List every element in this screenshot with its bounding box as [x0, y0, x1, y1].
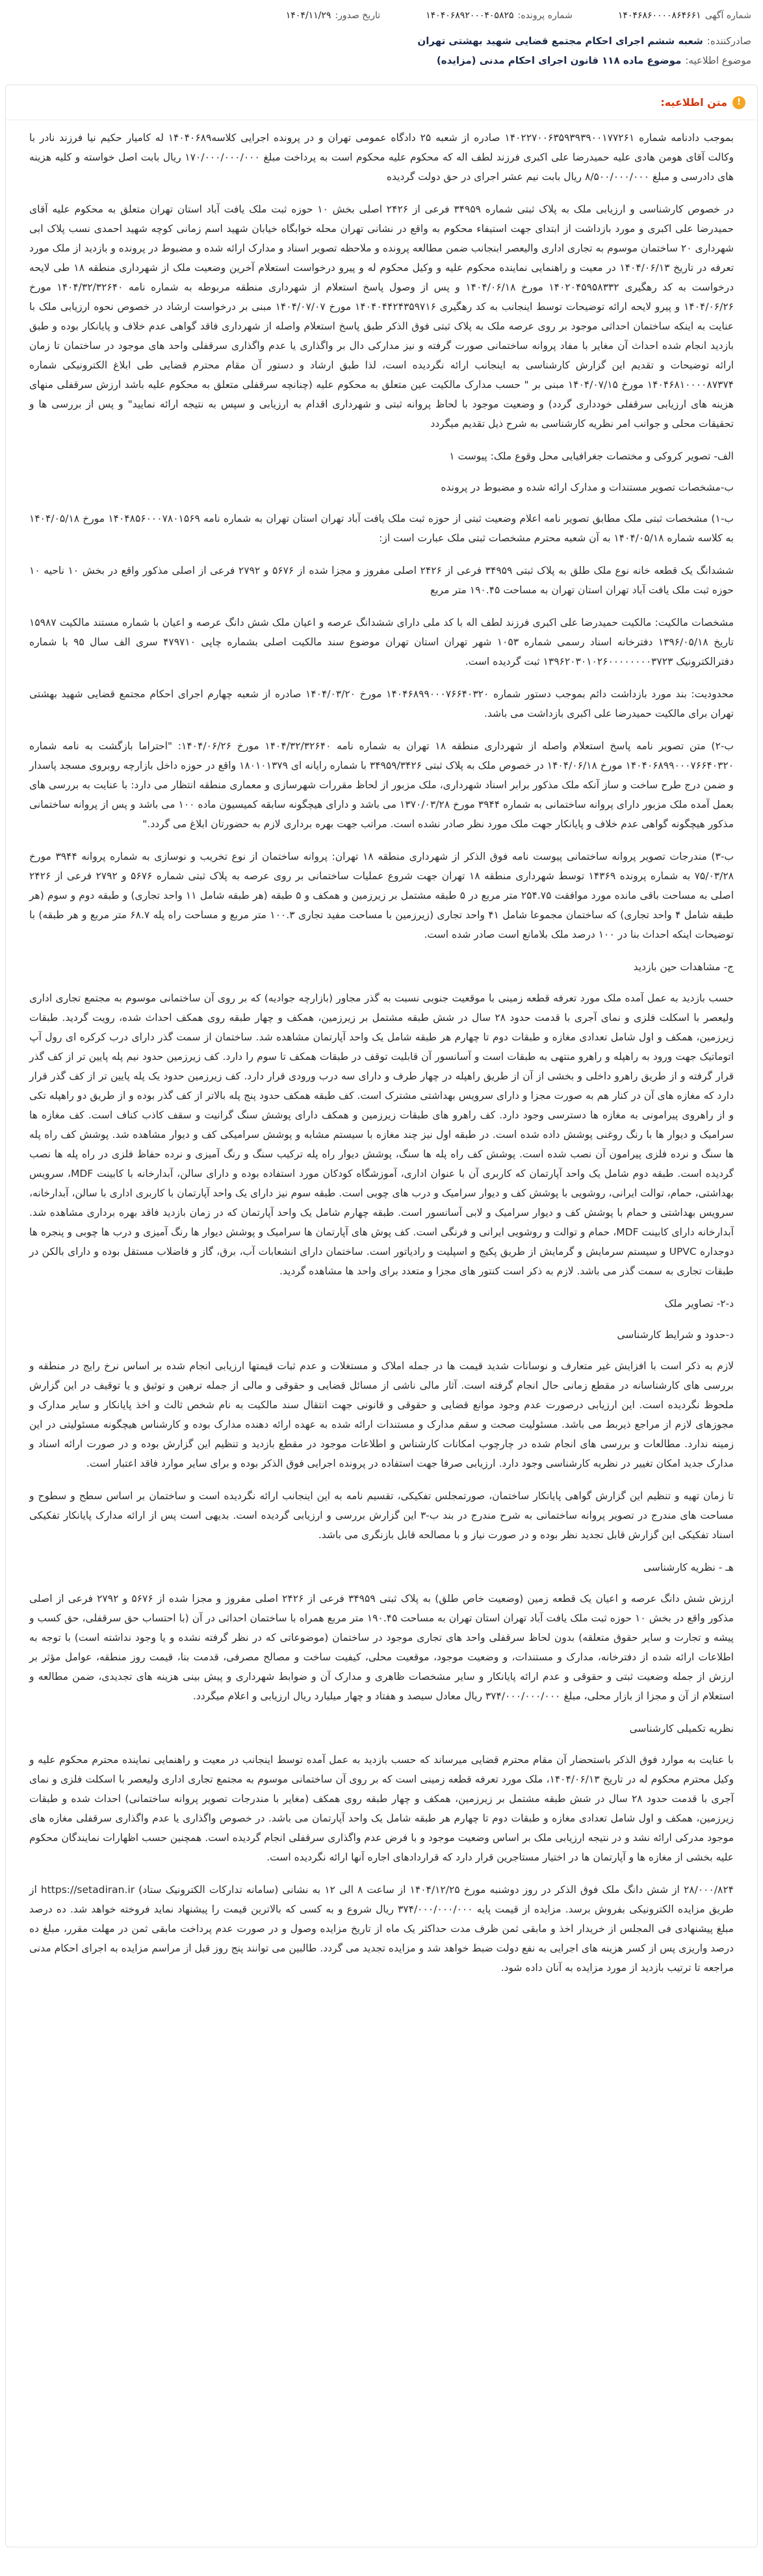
paragraph-b6: ب-۳) مندرجات تصویر پروانه ساختمانی پیوست نامه فوق الذکر از شهرداری منطقه ۱۸ تهران: پروانه ساختمان از نوع تخریب و نوسازی به شماره پروانه ۳۹۴۴ مورخ ۷۵/۰۳/۲۸ به شماره پرونده ۱۴۳۶۹ توسط شهرداری منطقه ۱۸ تهران جهت شروع عملیات ساختمانی بر روی عرصه به پلاک ثبتی شماره ۵۶۷۶ و ۲۷۹۲ فرعی از ۲۴۲۶ اصلی به مساحت باقی مانده مورد موافقت ۲۵۴.۷۵ متر مربع در ۵ طبقه مشتمل بر زیرزمین و همکف و ۵ طبقه (هر طبقه شامل ۱۱ واحد تجاری) و طبقه دوم و سوم (هر طبقه شامل ۴ واحد تجاری) که ساختمان مجموعا شامل ۴۱ واحد تجاری (زیرزمین با مساحت مفید تجاری ۱۰۰.۳ متر مربع و مساحت راه پله ۶۸.۷ متر مربع و هر طبقه) با توضیحات اینکه احداث بنا در ۱۰۰ درصد ملک بلامانع است صادر شده است.	[29, 851, 734, 940]
section-j-heading: ج- مشاهدات حین بازدید	[633, 961, 734, 973]
card-title: متن اطلاعیه:	[660, 96, 727, 109]
paragraph-intro: در خصوص کارشناسی و ارزیابی ملک به پلاک ثبتی شماره ۳۴۹۵۹ فرعی از ۲۴۲۶ اصلی بخش ۱۰ حوزه ثبت ملک یافت آباد استان تهران متعلق به محکوم علیه آقای حمیدرضا علی اکبری و مورد بازداشت از ابتدای جهت استیفاء محکوم به واقع در نشانی تهران محله خوابگاه خیابان شهید اسم زمانی کوچه شهید احمدی نسب پلاک ابی شهرداری ۲۰ ساختمان موسوم به تجاری اداری والیعصر ابنجانب ضمن مطالعه پرونده و ملاحظه تصویر اسناد و مدارک ارائه شده و مضبوط در پرونده و بازدید از ملک مورد تعرفه در تاریخ ۱۴۰۴/۰۶/۱۳ در معیت و راهنمایی نماینده محکوم علیه و وکیل محکوم له و پیرو درخواست استعلام آخرین وضعیت ملک از شهرداری منطقه ۱۸ طی لایحه درخواست به کد رهگیری ۱۴۰۲۰۴۵۹۵۸۳۳۲ مورخ ۱۴۰۴/۰۶/۱۸ و پس از وصول پاسخ استعلام از شهرداری منطقه مربوطه به شماره نامه ۱۴۰۴/۳۲/۳۲۶۴۰ مورخ ۱۴۰۴/۰۶/۲۶ و پیرو لایحه ارائه توضیحات توسط اینجانب به کد رهگیری ۱۴۰۴۰۴۴۲۴۳۵۹۷۱۶ مورخ ۱۴۰۴/۰۷/۰۷ مبنی بر درخواست ارشاد در خصوص نحوه ارزیابی ملک با عنایت به اینکه ساختمان احداثی موجود بر روی عرصه ملک به پلاک ثبتی فوق الذکر طبق پاسخ استعلام واصله از شهرداری فاقد گواهی عدم خلاف و پایانکار بوده و طبق بازدید انجام شده احداث آن مغایر با مفاد پروانه ساختمانی صورت گرفته و نیز مدارکی دال بر واگذاری یا عدم واگذاری سرقفلی واحد های موجود در ساختمان تا زمان ارائه توضیحات و تقدیم این گزارش کارشناسی به اینجانب ارائه نگردیده است، لذا طبق ارشاد و دستور آن مقام محترم قضایی طی ابلاغ الکترونیکی شماره ۱۴۰۴۶۸۱۰۰۰۰۸۷۳۷۴ مورخ ۱۴۰۴/۰۷/۱۵ مبنی بر " حسب مدارک مالکیت عین متعلق به محکوم علیه (چنانچه سرقفلی متعلق به محکوم علیه باشد ارزش سرقفلی منهای هزینه های ارزیابی سرقفلی خودداری گردد) و وضعیت موجود با لحاظ پروانه ثبتی و شهرداری اقدام به ارزیابی و سپس به نتیجه ارائه نمایید" و پس از بررسی ها و تحقیقات محلی و جوانب امر نظریه کارشناسی به شرح ذیل تقدیم میگردد	[29, 203, 734, 430]
issuer-row	[0, 31, 763, 51]
issuer-value: شعبه ششم اجرای احکام مجتمع قضایی شهید بهشتی تهران	[417, 35, 703, 47]
paragraph-h1: ارزش شش دانگ عرصه و اعیان یک قطعه زمین (وضعیت خاص طلق) به پلاک ثبتی ۳۴۹۵۹ فرعی از ۲۴۲۶ اصلی مفروز و مجزا شده از ۵۶۷۶ و ۲۷۹۲ فرعی از اصلی مذکور واقع در بخش ۱۰ حوزه ثبت ملک یافت آباد تهران استان تهران به مساحت ۱۹۰.۴۵ متر مربع همراه با ساختمان احداثی در آن (با احتساب حق سرقفلی، حق کسب و پیشه و تجارت و سایر حقوق متعلقه) بدون لحاظ سرقفلی واحد های تجاری موجود در ساختمان (موضوعاتی که در نظر گرفته نشده و یا وجود نداشته است) با توجه به اطلاعات ارائه شده از دفترخانه، مدارک و مستندات، و وضعیت موجود، موقعیت محلی، کیفیت ساخت و مصالح مصرفی، قدمت بنا، قیمت روز منطقه، عوامل مؤثر بر ارزش از جمله وضعیت ثبتی و حقوقی و عدم ارائه پایانکار و سایر مشخصات ظاهری و مدارک آن و ضوابط شهرداری و پیش بینی هزینه های تجدیدی، ضمن مطالعه و استعلام از آن و مجزا از بازار محلی، مبلغ ۳۷۴/۰۰۰/۰۰۰/۰۰۰ ریال معادل سیصد و هفتاد و چهار میلیارد ریال ارزیابی و اعلام میگردد.	[29, 1593, 734, 1702]
issue-date-label: تاریخ صدور:	[335, 10, 381, 21]
case-number-field	[426, 10, 573, 21]
warning-icon: !	[732, 96, 745, 109]
subject-row	[0, 51, 763, 70]
notice-number-label: شماره آگهی	[705, 10, 751, 21]
paragraph-auction: ۲۸/۰۰۰/۸۲۴ از شش دانگ ملک فوق الذکر در روز دوشنبه مورخ ۱۴۰۴/۱۲/۲۵ از ساعت ۸ الی ۱۲ به نشانی (سامانه تدارکات الکترونیک ستاد) https://setadiran.ir از طریق مزایده الکترونیکی بفروش برسد. مزایده از قیمت پایه ۳۷۴/۰۰۰/۰۰۰/۰۰۰ ریال شروع و به کسی که بالاترین قیمت را پیشنهاد نماید فروخته خواهد شد. ده درصد مبلغ پیشنهادی فی المجلس از خریدار اخذ و مابقی ثمن ظرف مدت حداکثر یک ماه از تاریخ مزایده وصول و در صورت عدم پرداخت مابقی ثمن در مهلت مقرر، مبلغ ده درصد واریزی پس از کسر هزینه های اجرایی به نفع دولت ضبط خواهد شد و مزایده تجدید می گردد. طالبین می توانند پنج روز قبل از مراسم مزایده به اجرای احکام مدنی مراجعه تا ترتیب بازدید از مورد مزایده به آنان داده شود.	[29, 1884, 734, 1974]
section-b-heading: ب-مشخصات تصویر مستندات و مدارک ارائه شده و مضبوط در پرونده	[441, 482, 734, 493]
notice-number-field	[618, 10, 751, 21]
case-number-label: شماره پرونده:	[517, 10, 573, 21]
case-number: ۱۴۰۴۰۶۸۹۲۰۰۰۴۰۵۸۲۵	[426, 10, 514, 21]
paragraph-b1: ب-۱) مشخصات ثبتی ملک مطابق تصویر نامه اعلام وضعیت ثبتی از حوزه ثبت ملک یافت آباد تهران استان تهران به شماره نامه ۱۴۰۴۸۵۶۰۰۰۷۸۰۱۵۶۹ مورخ ۱۴۰۴/۰۵/۱۸ به کلاسه شماره ۱۴۰۴/۰۵/۱۸ به آن شعبه محترم مشخصات ثبتی ملک عبارت است از:	[29, 513, 734, 544]
notice-card	[5, 84, 758, 2547]
paragraph-b2: ششدانگ یک قطعه خانه نوع ملک طلق به پلاک ثبتی ۳۴۹۵۹ فرعی از ۲۴۲۶ اصلی مفروز و مجزا شده از ۵۶۷۶ و ۲۷۹۲ فرعی از اصلی مذکور واقع در بخش ۱۰ ناحیه ۱۰ حوزه ثبت ملک یافت آباد تهران استان تهران به مساحت ۱۹۰.۴۵ متر مربع	[29, 565, 734, 596]
issue-date: ۱۴۰۴/۱۱/۲۹	[285, 10, 331, 21]
subject-value: موضوع ماده ۱۱۸ قانون اجرای احکام مدنی (مزایده)	[436, 55, 682, 66]
card-header	[6, 85, 757, 120]
subject-label: موضوع اطلاعیه:	[685, 55, 751, 66]
notice-body	[6, 120, 757, 2003]
paragraph-d1: لازم به ذکر است با افزایش غیر متعارف و نوسانات شدید قیمت ها در جمله املاک و مستغلات و عدم ثبات قیمتها ارزیابی انجام شده بر اساس نرخ رایج در منطقه و بررسی های کارشناسانه در مقطع زمانی حال انجام گرفته است. آثار مالی ناشی از مسائل قضایی و حقوقی و مالی از جمله ترهین و توثیق و یا توقیف در این گزارش ملحوظ نگردیده است. این ارزیابی درصورت عدم وجود موانع قضایی و حقوقی و قانونی جهت انتقال سند مالکیت به نام شخص ثالث و اخذ پایانکار و سایر مدارک و مجوزهای لازم از مراجع ذیربط می باشد. مسئولیت صحت و سقم مدارک و مستندات ارائه شده به عهده ارائه دهنده مدارک بوده و کارشناس هیچگونه مسئولیتی در این زمینه ندارد. مطالعات و بررسی های انجام شده در چارچوب امکانات کارشناس و اطلاعات موجود در مقطع بازدید و تنظیم این گزارش بوده و در صورت ارائه اسناد و مدارک جدید امکان تغییر در نظریه کارشناسی وجود دارد. ارزیابی صرفا جهت استفاده در پرونده اجرایی فوق الذکر بوده و برای سایر موارد فاقد اعتبار است.	[29, 1360, 734, 1469]
issue-date-field	[286, 10, 380, 21]
paragraph-b4: محدودیت: بند مورد بازداشت دائم بموجب دستور شماره ۱۴۰۴۶۸۹۹۰۰۰۷۶۶۴۰۳۲۰ مورخ ۱۴۰۴/۰۳/۲۰ صادره از شعبه چهارم اجرای احکام مجتمع قضایی شهید بهشتی تهران برای مالکیت حمیدرضا علی اکبری بازداشت می باشد.	[29, 688, 734, 719]
paragraph-j1: حسب بازدید به عمل آمده ملک مورد تعرفه قطعه زمینی با موقعیت جنوبی نسبت به گذر مجاور (بازارچه جوادیه) که بر روی آن ساختمانی موسوم به مجتمع تجاری اداری ولیعصر با اسکلت فلزی و نمای آجری با قدمت حدود ۲۸ سال در شش طبقه مشتمل بر زیرزمین، همکف و چهار طبقه روی همکف احداث شده، رویت گردید. طبقات زیرزمین، همکف و اول شامل تعدادی مغازه و طبقات دوم تا چهارم هر طبقه شامل یک واحد آپارتمان مشاهده شد. ساختمان از سمت گذر دارای درب کرکره ای رول آپ اتوماتیک جهت ورود به راهپله و راهرو منتهی به طبقات است و آسانسور آن قابلیت توقف در طبقات همکف تا سوم را دارد. کف زیرزمین حدود نیم پله پایین تر از کف گذر قرار گرفته و از طریق راهرو داخلی و بخشی از آن از طریق راهپله در چهار طرف و دارای سه درب ورودی قرار دارد. کف زیرزمین حدود یک پله پایین تر از کف گذر قرار دارد که مغازه های آن در کنار هم به صورت مجزا و دارای سرویس بهداشتی مشترک است. کف طبقه همکف حدود پنج پله بالاتر از کف گذر بوده و از طریق دو راهپله تکی و از راهروی پیرامونی به مغازه ها دسترسی وجود دارد. کف راهرو های طبقات زیرزمین و همکف دارای پوشش سنگ گرانیت و سقف کاذب کناف است. کف مغازه ها سرامیک و دیوار ها با رنگ روغنی پوشش داده شده است. در طبقه اول نیز چند مغازه با سیستم مشابه و پوشش سرامیکی کف و دیوار مشاهده شد. پوشش کف راه پله ها سنگ و نرده فلزی پیرامون آن نصب شده است. پوشش کف راه پله ها سنگ، پوشش دیوار راه پله ترکیب سنگ و رنگ آمیزی و نرده حفاظ فلزی در راه پله ها نصب گردیده است. طبقه دوم شامل یک واحد آپارتمان که کاربری آن با عنوان اداری، آموزشگاه کودکان مورد استفاده بوده و دارای سالن، آبدارخانه با کابینت MDF، سرویس بهداشتی، حمام، توالت ایرانی، روشویی با پوشش کف و دیوار سرامیک و درب های چوبی است. طبقه سوم نیز دارای یک واحد آپارتمان با کاربری اداری با سالن، آبدارخانه، سرویس بهداشتی و حمام با پوشش کف و دیوار سرامیک و لابی آسانسور است. طبقه چهارم شامل یک واحد آپارتمان که در زمان بازدید فاقد بهره برداری مشاهده شد. آبدارخانه دارای کابینت MDF، حمام و توالت و روشویی ایرانی و فرنگی است. کف پوش های آپارتمان ها سرامیک و پوشش دیوار ها رنگ آمیزی و درب ها چوبی و پنجره ها دوجداره UPVC و سیستم سرمایش و گرمایش از طریق پکیج و اسپلیت و رادیاتور است. ساختمان دارای انشعابات آب، برق، گاز و فاضلاب مستقل بوده و دارای بالکن در طبقات تجاری به سمت گذر می باشد. لازم به ذکر است کنتور های مجزا و متعدد برای واحد ها مشاهده گردید.	[29, 992, 734, 1277]
section-n-heading: نظریه تکمیلی کارشناسی	[629, 1723, 734, 1734]
section-d2-heading: د-۲- تصاویر ملک	[664, 1298, 734, 1309]
section-d-heading: د-حدود و شرایط کارشناسی	[617, 1329, 734, 1341]
paragraph-judgment: بموجب دادنامه شماره ۱۴۰۲۲۷۰۰۶۳۵۹۳۹۳۹۰۰۱۷۷۲۶۱ صادره از شعبه ۲۵ دادگاه عمومی تهران و در پرونده اجرایی کلاسه۱۴۰۴۰۶۸۹ له کامیار حکیم نیا فرزند نادر با وکالت آقای هومن هادی علیه حمیدرضا علی اکبری فرزند لطف اله که محکوم علیه محکوم است به پرداخت مبلغ ۱۷۰/۰۰۰/۰۰۰/۰۰۰ ریال بابت اصل خواسته و کلیه هزینه های دادرسی و مبلغ ۸/۵۰۰/۰۰۰/۰۰۰ ریال بابت نیم عشر اجرای در حق دولت گردیده	[29, 132, 734, 183]
paragraph-b3: مشخصات مالکیت: مالکیت حمیدرضا علی اکبری فرزند لطف اله با کد ملی دارای ششدانگ عرصه و اعیان ملک شش دانگ عرصه و اعیان با شماره مستند مالکیت ۱۵۹۸۷ تاریخ ۱۳۹۶/۰۵/۱۸ دفترخانه اسناد رسمی شماره ۱۰۵۳ شهر تهران استان تهران موضوع سند مالکیت اصلی بشماره چاپی ۴۷۹۷۱۰ سری الف سال ۹۵ با شماره دفترالکترونیک ۱۳۹۶۲۰۳۰۱۰۲۶۰۰۰۰۰۰۰۰۳۷۲۳ ثبت گردیده است.	[29, 617, 734, 667]
meta-bar	[0, 0, 763, 31]
paragraph-b5: ب-۲) متن تصویر نامه پاسخ استعلام واصله از شهرداری منطقه ۱۸ تهران به شماره نامه ۱۴۰۴/۳۲/۳۲۶۴۰ مورخ ۱۴۰۴/۰۶/۲۶: "احتراما بازگشت به نامه شماره ۱۴۰۴۰۶۸۹۹۰۰۰۷۶۶۴۰۳۲۰ مورخ ۱۴۰۴/۰۶/۱۸ در خصوص ملک به پلاک ثبتی ۳۴۹۵۹/۳۴۲۶ با شماره رایانه ای ۱۸۰۱۰۱۳۷۹ واقع در حوزه داخل بازارچه روبروی مسجد پاسدار و ضمن درج طرح ساخت و ساز آنکه ملک مذکور برابر اسناد شهرداری، ملک مزبور از لحاظ مقررات شهرسازی و معماری منطقه انتظار می دارد: با عنایت به بررسی های بعمل آمده ملک مزبور دارای پروانه ساختمانی به شماره ۳۹۴۴ مورخ ۱۳۷۰/۰۳/۲۸ می باشد و دارای هیچگونه سابقه کمیسیون ماده ۱۰۰ می باشد و پس از پروانه ساختمانی مذکور هیچگونه گواهی عدم خلاف و پایانکار جهت ملک مورد نظر صادر نشده است. مراتب جهت بهره برداری لازم به حضورتان ابلاغ می گردد."	[29, 740, 734, 830]
notice-number: ۱۴۰۴۶۸۶۰۰۰۰۸۶۴۶۶۱	[617, 10, 701, 21]
issuer-label: صادرکننده:	[706, 35, 751, 47]
section-h-heading: هـ - نظریه کارشناسی	[643, 1562, 734, 1573]
paragraph-d2: تا زمان تهیه و تنظیم این گزارش گواهی پایانکار ساختمان، صورتمجلس تفکیکی، تقسیم نامه به این اینجانب ارائه نگردیده است و ساختمان بر اساس سطح و سطوح و مساحت های مندرج در تصویر پروانه ساختمانی به شرح مندرج در بند ب-۳ این گزارش بررسی و ارزیابی گردیده است. بدیهی است پس از ارائه مدارک پایانکار تفکیکی اسناد تفکیکی این گزارش قابل تجدید نظر بوده و در صورت نیاز و با مصالحه قابل بازنگری می باشد.	[29, 1490, 734, 1541]
paragraph-n1: با عنایت به موارد فوق الذکر باستحضار آن مقام محترم قضایی میرساند که حسب بازدید به عمل آمده توسط اینجانب در معیت و راهنمایی نماینده محترم محکوم علیه و وکیل محترم محکوم له در تاریخ ۱۴۰۴/۰۶/۱۳، ملک مورد تعرفه قطعه زمینی است که بر روی آن ساختمانی موسوم به مجتمع تجاری اداری ولیعصر با اسکلت فلزی و نمای آجری با قدمت حدود ۲۸ سال در شش طبقه مشتمل بر زیرزمین، همکف و چهار طبقه روی همکف (مغایر با مندرجات تصویر پروانه ساختمانی) احداث شده و طبقات زیرزمین، همکف و اول شامل تعدادی مغازه و طبقات دوم تا چهارم هر طبقه شامل یک واحد آپارتمان می باشد. در خصوص واگذاری یا عدم واگذاری سرقفلی مغازه های موجود مدرکی ارائه نشد و در نتیجه ارزیابی ملک بر اساس وضعیت موجود و با فرض عدم واگذاری سرقفلی انجام گردیده است. همچنین حسب اظهارات نمایندگان محکوم علیه بخشی از مغازه ها و آپارتمان ها در اختیار مستاجرین قرار دارد که قراردادهای اجاره آنها ارائه نگردیده است.	[29, 1754, 734, 1863]
section-alef-heading: الف- تصویر کروکی و مختصات جغرافیایی محل وقوع ملک: پیوست ۱	[449, 450, 734, 462]
